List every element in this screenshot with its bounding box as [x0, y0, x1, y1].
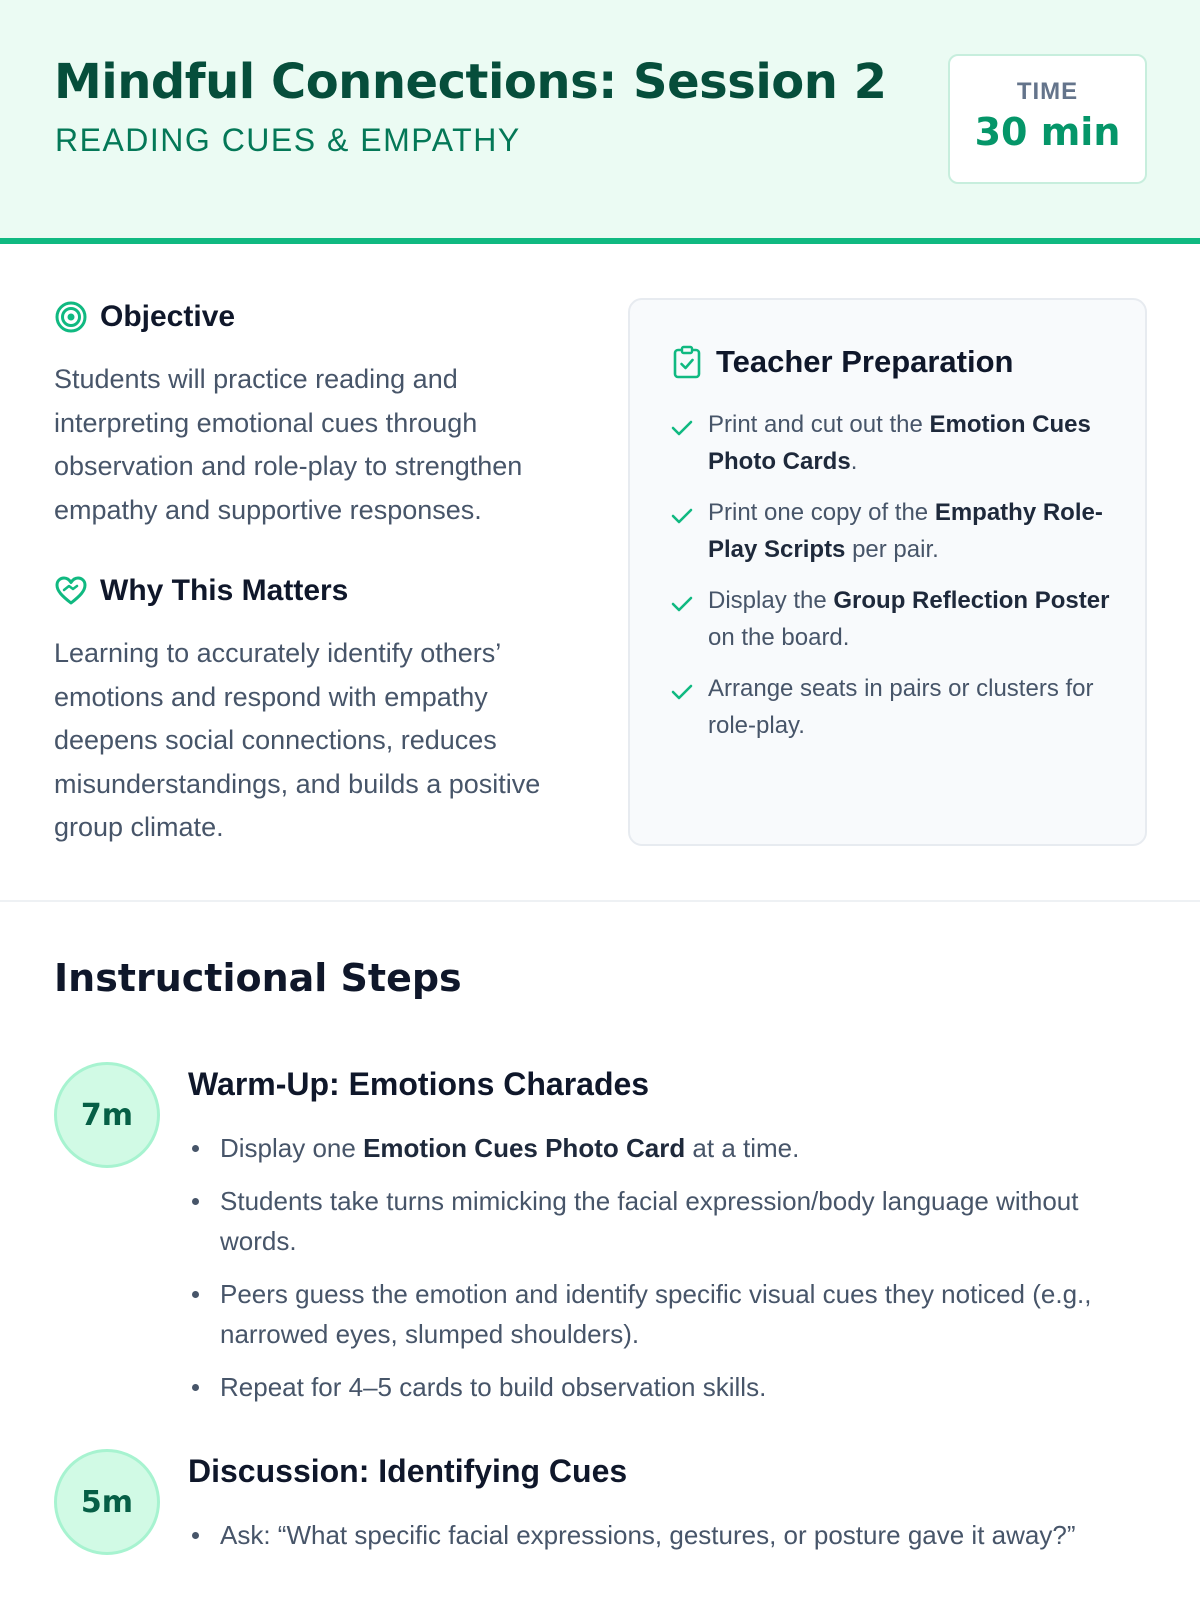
step-bullet: Peers guess the emotion and identify specific visual cues they noticed (e.g., narrowed eyes, slumped shoulders).: [188, 1274, 1128, 1354]
checkmark-icon: [670, 582, 696, 656]
prep-item-text: Print one copy of the Empathy Role-Play Scripts per pair.: [708, 499, 1103, 563]
target-icon: [54, 300, 88, 334]
lesson-header: [0, 0, 1200, 244]
steps-heading: Instructional Steps: [54, 956, 462, 1000]
prep-heading-text: Teacher Preparation: [716, 344, 1014, 379]
prep-list: [670, 406, 1120, 758]
checkmark-icon: [670, 670, 696, 744]
step-title: Discussion: Identifying Cues: [188, 1453, 628, 1489]
why-heading: [54, 574, 348, 608]
step-duration-badge: 5m: [54, 1449, 160, 1555]
prep-item: [670, 406, 1120, 480]
prep-item-text: Print and cut out the Emotion Cues Photo Cards.: [708, 411, 1091, 475]
objective-text: Students will practice reading and interpreting emotional cues through observation and role-play to strengthen empathy and supportive responses.: [54, 364, 523, 525]
time-badge: [948, 54, 1147, 184]
time-value: 30 min: [974, 110, 1121, 154]
clipboard-check-icon: [672, 345, 702, 379]
page-title: Mindful Connections: Session 2: [54, 54, 887, 110]
step-bullet: Repeat for 4–5 cards to build observation skills.: [188, 1367, 1128, 1407]
prep-item-text: Arrange seats in pairs or clusters for role-play.: [708, 675, 1094, 739]
heart-handshake-icon: [54, 574, 88, 608]
step-bullets: [188, 1515, 1128, 1568]
checkmark-icon: [670, 406, 696, 480]
why-heading-text: Why This Matters: [100, 574, 349, 607]
prep-item: [670, 494, 1120, 568]
why-text: Learning to accurately identify others’ emotions and respond with empathy deepens social connections, reduces misunderstandings, and builds a positive group climate.: [54, 638, 541, 842]
section-divider: [0, 900, 1200, 902]
step-bullet: Students take turns mimicking the facial expression/body language without words.: [188, 1181, 1128, 1261]
checkmark-icon: [670, 494, 696, 568]
prep-item: [670, 670, 1120, 744]
prep-item-text: Display the Group Reflection Poster on the board.: [708, 587, 1110, 651]
objective-heading-text: Objective: [100, 300, 236, 333]
page-subtitle: READING CUES & EMPATHY: [55, 122, 521, 158]
step-bullets: [188, 1128, 1128, 1420]
step-title: Warm-Up: Emotions Charades: [188, 1066, 650, 1102]
objective-heading: [54, 300, 235, 334]
time-label: TIME: [1016, 78, 1079, 105]
prep-heading: [672, 344, 1013, 380]
teacher-prep-card: [628, 298, 1147, 846]
prep-item: [670, 582, 1120, 656]
step-bullet: Display one Emotion Cues Photo Card at a time.: [188, 1128, 1128, 1168]
step-bullet: Ask: “What specific facial expressions, gestures, or posture gave it away?”: [188, 1515, 1128, 1555]
step-duration-badge: 7m: [54, 1062, 160, 1168]
